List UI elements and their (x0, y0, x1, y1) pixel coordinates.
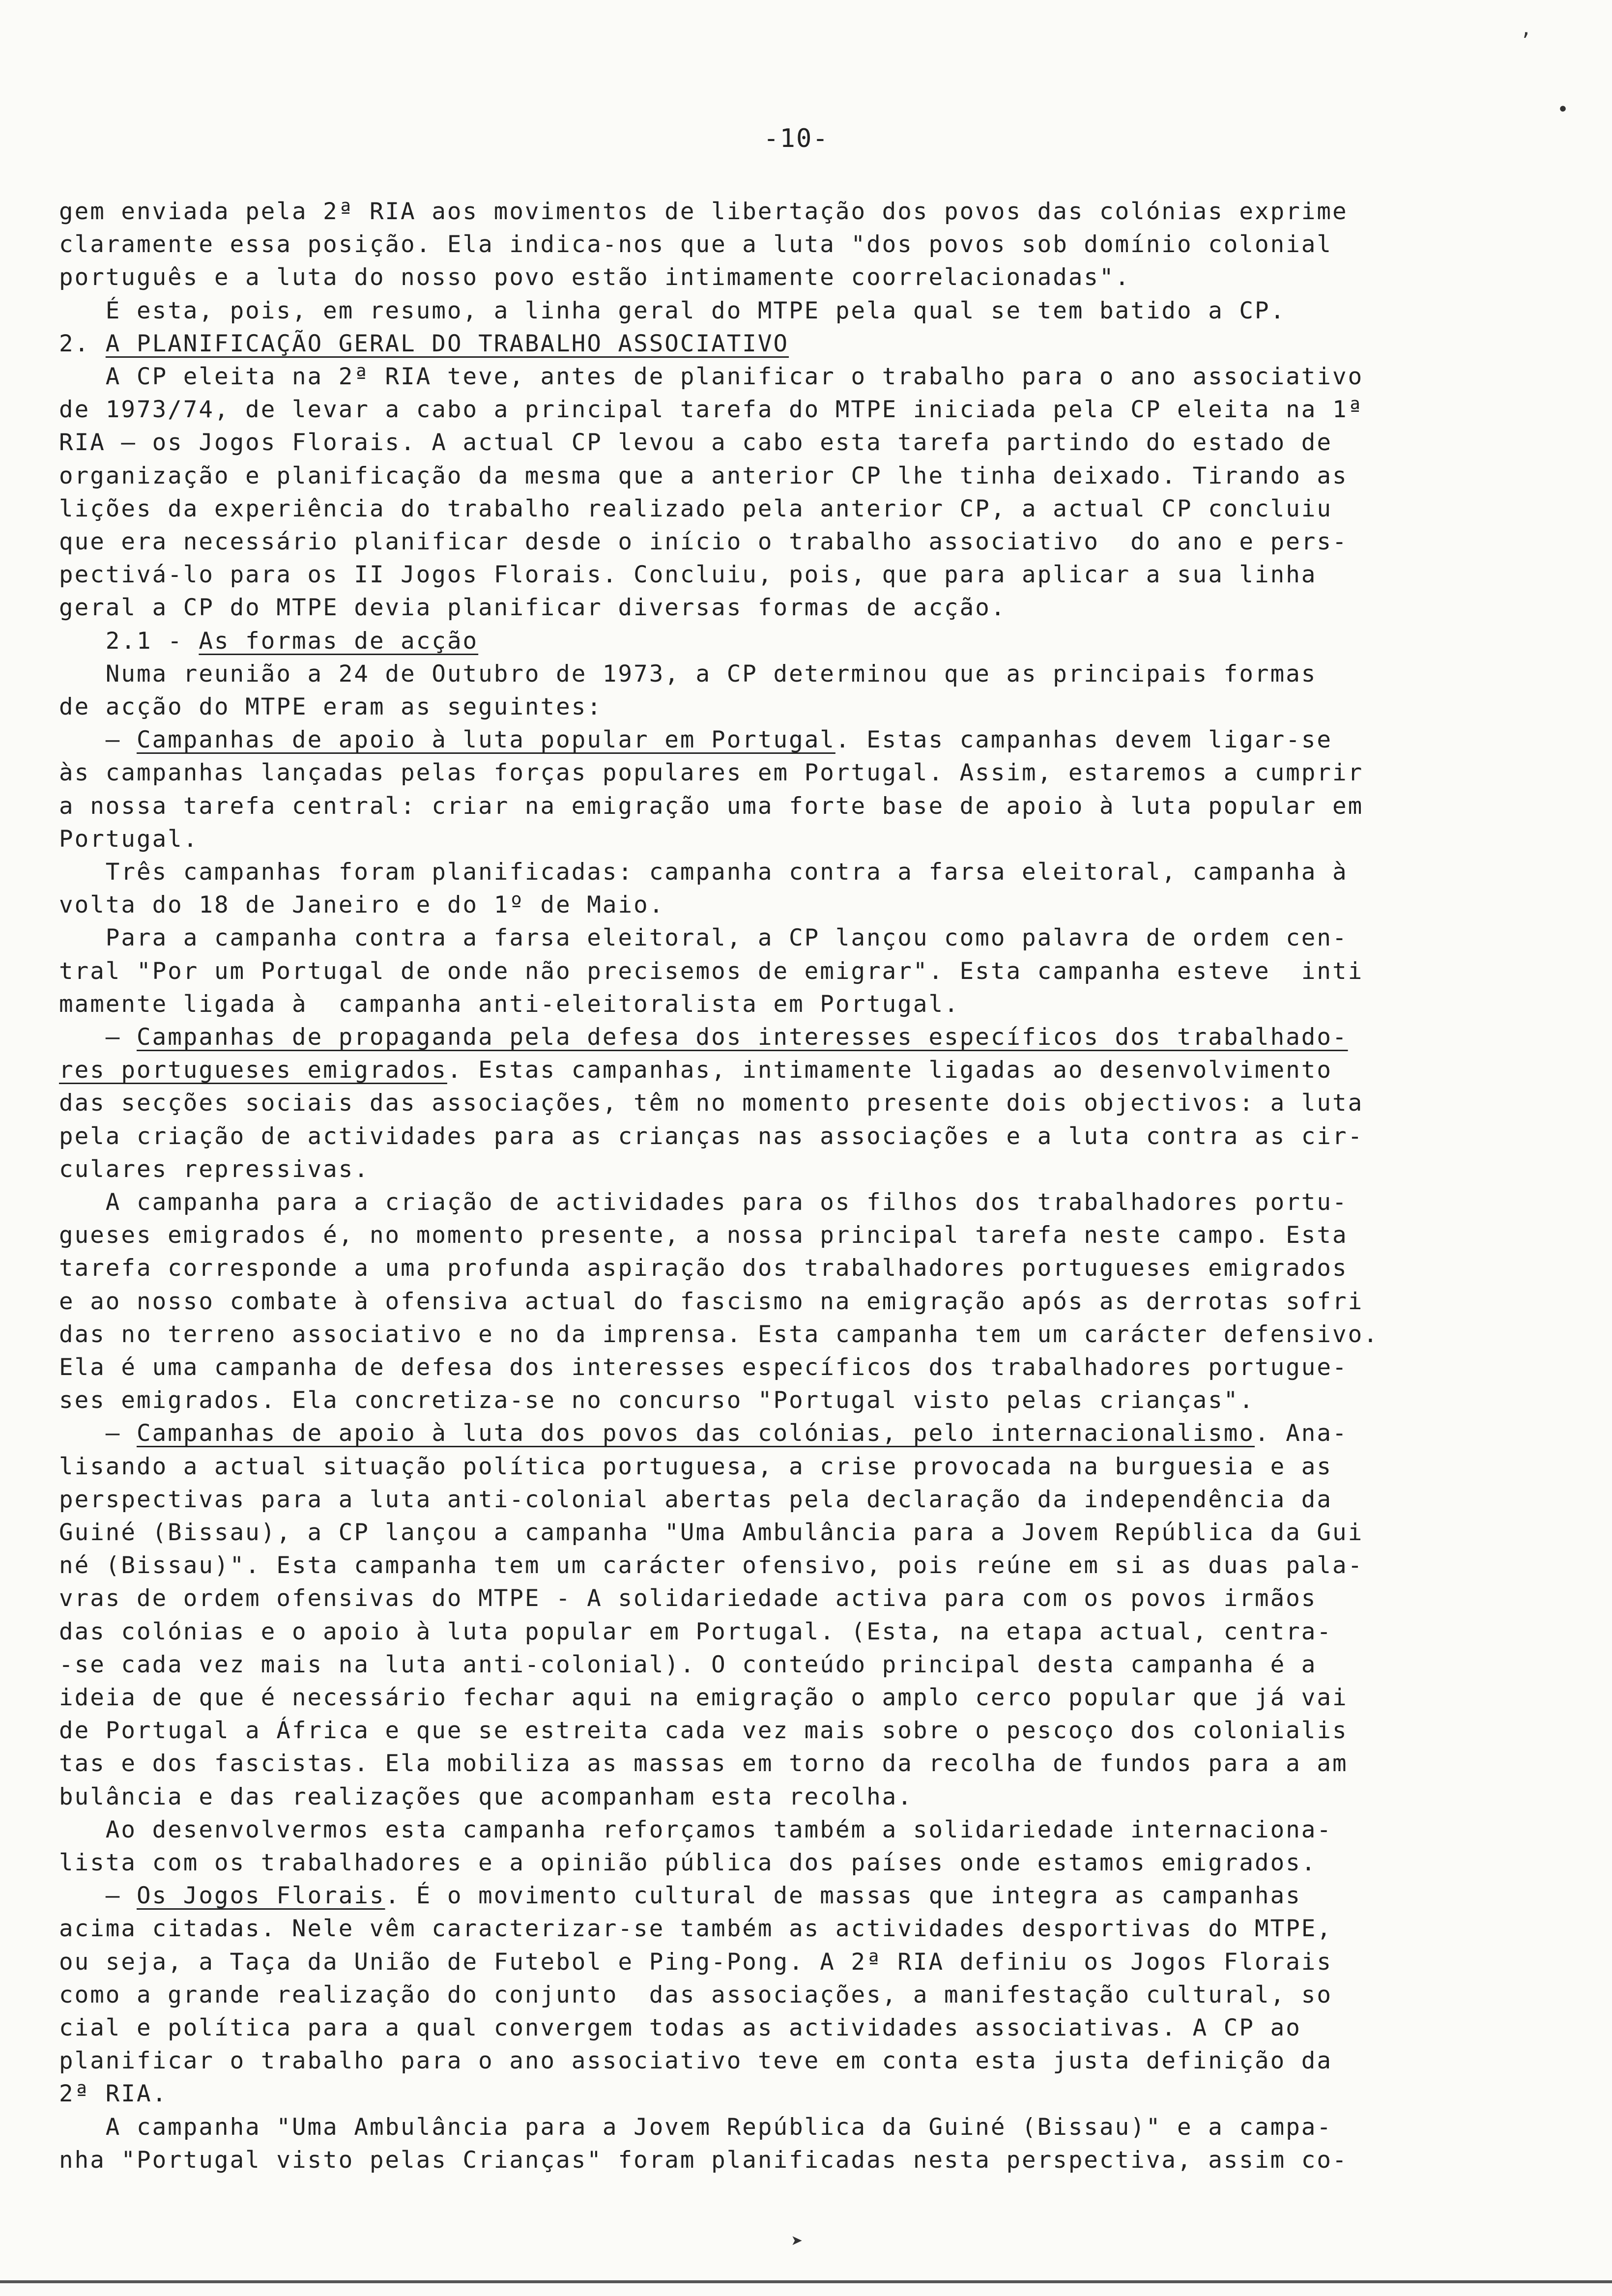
text-line (59, 1649, 1558, 1681)
text-line (59, 1979, 1558, 2011)
text-segment: Portugal. (59, 825, 199, 853)
text-segment: às campanhas lançadas pelas forças populares em Portugal. Assim, estaremos a cumprir (59, 759, 1364, 787)
scan-mark-right: • (1557, 98, 1569, 121)
text-segment: -se cada vez mais na luta anti-colonial). O conteúdo principal desta campanha é a (59, 1651, 1317, 1678)
text-segment: tas e dos fascistas. Ela mobiliza as massas em torno da recolha de fundos para a am (59, 1750, 1348, 1778)
text-segment: — (59, 726, 137, 754)
text-line (59, 1087, 1558, 1119)
text-segment: cial e política para a qual convergem todas as actividades associativas. A CP ao (59, 2014, 1301, 2041)
text-line (59, 757, 1558, 789)
text-line (59, 2045, 1558, 2077)
text-segment: É esta, pois, em resumo, a linha geral do MTPE pela qual se tem batido a CP. (59, 297, 1286, 324)
page-number: -10- (763, 124, 829, 153)
text-line (59, 1417, 1558, 1450)
text-line (59, 427, 1558, 459)
text-line (59, 1384, 1558, 1417)
text-segment: de acção do MTPE eram as seguintes: (59, 693, 603, 720)
text-line (59, 1946, 1558, 1979)
text-line (59, 559, 1558, 591)
text-line (59, 1781, 1558, 1813)
text-segment: Numa reunião a 24 de Outubro de 1973, a CP determinou que as principais formas (59, 660, 1317, 688)
text-line (59, 1582, 1558, 1615)
text-line (59, 1484, 1558, 1516)
text-segment: . Ana- (1255, 1420, 1348, 1447)
text-segment: como a grande realização do conjunto das associações, a manifestação cultural, so (59, 1981, 1332, 2009)
text-segment: pela criação de actividades para as crianças nas associações e a luta contra as cir- (59, 1122, 1364, 1150)
text-segment: das no terreno associativo e no da imprensa. Esta campanha tem um carácter defensivo. (59, 1320, 1379, 1348)
text-segment: — (59, 1420, 137, 1447)
text-line (59, 889, 1558, 921)
text-line (59, 229, 1558, 261)
text-segment: né (Bissau)". Esta campanha tem um carácter ofensivo, pois reúne em si as duas pala- (59, 1552, 1364, 1579)
text-segment: Ao desenvolvermos esta campanha reforçamos também a solidariedade internaciona- (59, 1816, 1332, 1843)
text-segment: RIA — os Jogos Florais. A actual CP levou a cabo esta tarefa partindo do estado de (59, 429, 1332, 457)
text-segment: gueses emigrados é, no momento presente, a nossa principal tarefa neste campo. Esta (59, 1222, 1348, 1249)
text-line (59, 1120, 1558, 1153)
text-line (59, 1021, 1558, 1054)
text-line (59, 1715, 1558, 1747)
text-line (59, 1913, 1558, 1945)
text-segment: — (59, 1024, 137, 1051)
underlined-heading-text: Campanhas de apoio à luta popular em Portugal (137, 726, 835, 754)
text-line (59, 856, 1558, 889)
underlined-heading-text: Campanhas de propaganda pela defesa dos interesses específicos dos trabalhado- (137, 1024, 1348, 1051)
text-segment: 2ª RIA. (59, 2080, 168, 2108)
text-line (59, 691, 1558, 723)
text-line (59, 1682, 1558, 1714)
text-line (59, 922, 1558, 954)
text-segment: pectivá-lo para os II Jogos Florais. Concluiu, pois, que para aplicar a sua linha (59, 561, 1317, 589)
text-line (59, 295, 1558, 327)
text-line (59, 1748, 1558, 1780)
text-segment: culares repressivas. (59, 1155, 370, 1183)
text-segment: — (59, 1882, 137, 1910)
text-segment: A campanha "Uma Ambulância para a Jovem República da Guiné (Bissau)" e a campa- (59, 2113, 1332, 2141)
text-segment: mamente ligada à campanha anti-eleitoralista em Portugal. (59, 990, 960, 1018)
text-line (59, 1550, 1558, 1582)
text-line (59, 2144, 1558, 2177)
text-segment: a nossa tarefa central: criar na emigração uma forte base de apoio à luta popular em (59, 792, 1364, 820)
text-line (59, 361, 1558, 393)
text-segment: Para a campanha contra a farsa eleitoral, a CP lançou como palavra de ordem cen- (59, 924, 1348, 952)
text-line (59, 196, 1558, 228)
text-segment: lições da experiência do trabalho realizado pela anterior CP, a actual CP concluiu (59, 495, 1332, 522)
text-segment: tarefa corresponde a uma profunda aspiração dos trabalhadores portugueses emigrados (59, 1255, 1348, 1282)
text-line (59, 988, 1558, 1021)
text-line (59, 1847, 1558, 1879)
text-line (59, 625, 1558, 658)
text-segment: geral a CP do MTPE devia planificar diversas formas de acção. (59, 594, 1007, 622)
text-segment: 2. (59, 330, 106, 357)
text-segment: A CP eleita na 2ª RIA teve, antes de planificar o trabalho para o ano associativo (59, 363, 1364, 390)
text-segment: das secções sociais das associações, têm no momento presente dois objectivos: a luta (59, 1090, 1364, 1117)
text-segment: perspectivas para a luta anti-colonial abertas pela declaração da independência da (59, 1486, 1332, 1513)
text-segment: Três campanhas foram planificadas: campanha contra a farsa eleitoral, campanha à (59, 859, 1348, 886)
text-segment: organização e planificação da mesma que a anterior CP lhe tinha deixado. Tirando as (59, 462, 1348, 489)
text-segment: das colónias e o apoio à luta popular em Portugal. (Esta, na etapa actual, centra- (59, 1618, 1332, 1645)
text-segment: planificar o trabalho para o ano associativo teve em conta esta justa definição da (59, 2047, 1332, 2075)
text-segment: tral "Por um Portugal de onde não precisemos de emigrar". Esta campanha esteve inti (59, 957, 1364, 985)
scan-mark-top: ’ (1520, 29, 1532, 52)
text-line (59, 493, 1558, 525)
scan-mark-bottom: ➤ (791, 2230, 804, 2253)
text-segment: nha "Portugal visto pelas Crianças" foram planificadas nesta perspectiva, assim co- (59, 2146, 1348, 2174)
bottom-rule (0, 2280, 1612, 2283)
text-line (59, 1319, 1558, 1351)
text-segment: . Estas campanhas, intimamente ligadas ao desenvolvimento (447, 1057, 1332, 1084)
text-segment: lista com os trabalhadores e a opinião pública dos países onde estamos emigrados. (59, 1849, 1317, 1876)
text-segment: vras de ordem ofensivas do MTPE - A solidariedade activa para com os povos irmãos (59, 1585, 1317, 1612)
text-line (59, 823, 1558, 856)
text-segment: A campanha para a criação de actividades para os filhos dos trabalhadores portu- (59, 1189, 1348, 1216)
underlined-heading-text: Campanhas de apoio à luta dos povos das colónias, pelo internacionalismo (137, 1420, 1255, 1447)
text-segment: ou seja, a Taça da União de Futebol e Ping-Pong. A 2ª RIA definiu os Jogos Florais (59, 1948, 1332, 1976)
text-segment: e ao nosso combate à ofensiva actual do fascismo na emigração após as derrotas sofri (59, 1288, 1364, 1315)
text-line (59, 790, 1558, 823)
text-line (59, 526, 1558, 558)
underlined-heading-text: Os Jogos Florais (137, 1882, 385, 1910)
text-line (59, 1219, 1558, 1252)
text-segment: ideia de que é necessário fechar aqui na emigração o amplo cerco popular que já vai (59, 1684, 1348, 1711)
text-segment: 2.1 - (59, 627, 199, 655)
text-segment: claramente essa posição. Ela indica-nos que a luta "dos povos sob domínio colonial (59, 231, 1332, 258)
text-line (59, 1451, 1558, 1483)
text-segment: ses emigrados. Ela concretiza-se no concurso "Portugal visto pelas crianças". (59, 1387, 1255, 1414)
text-line (59, 1616, 1558, 1648)
text-line (59, 658, 1558, 690)
text-segment: bulância e das realizações que acompanham esta recolha. (59, 1783, 913, 1810)
text-segment: de 1973/74, de levar a cabo a principal tarefa do MTPE iniciada pela CP eleita na 1ª (59, 396, 1364, 424)
text-segment: Guiné (Bissau), a CP lançou a campanha "Uma Ambulância para a Jovem República da Gui (59, 1519, 1364, 1546)
text-line (59, 328, 1558, 360)
text-line (59, 1814, 1558, 1846)
text-segment: . Estas campanhas devem ligar-se (835, 726, 1333, 754)
text-line (59, 1153, 1558, 1186)
text-line (59, 1351, 1558, 1384)
text-line (59, 1054, 1558, 1087)
text-segment: volta do 18 de Janeiro e do 1º de Maio. (59, 891, 665, 919)
text-segment: Ela é uma campanha de defesa dos interesses específicos dos trabalhadores portugue- (59, 1354, 1348, 1381)
text-line (59, 1517, 1558, 1549)
text-line (59, 592, 1558, 624)
text-segment: gem enviada pela 2ª RIA aos movimentos de libertação dos povos das colónias exprime (59, 198, 1348, 225)
text-segment: lisando a actual situação política portuguesa, a crise provocada na burguesia e as (59, 1453, 1332, 1480)
text-line (59, 2012, 1558, 2044)
text-segment: acima citadas. Nele vêm caracterizar-se também as actividades desportivas do MTPE, (59, 1915, 1332, 1943)
text-segment: português e a luta do nosso povo estão intimamente coorrelacionadas". (59, 264, 1131, 291)
text-line (59, 394, 1558, 426)
text-segment: que era necessário planificar desde o início o trabalho associativo do ano e pers- (59, 528, 1348, 555)
underlined-heading-text: A PLANIFICAÇÃO GERAL DO TRABALHO ASSOCIATIVO (105, 330, 789, 357)
underlined-heading-text: res portugueses emigrados (59, 1057, 447, 1084)
text-line (59, 2078, 1558, 2110)
text-segment: de Portugal a África e que se estreita cada vez mais sobre o pescoço dos colonialis (59, 1717, 1348, 1745)
underlined-heading-text: As formas de acção (199, 627, 479, 655)
text-line (59, 2111, 1558, 2144)
text-line (59, 460, 1558, 492)
text-line (59, 1880, 1558, 1912)
text-segment: . É o movimento cultural de massas que integra as campanhas (385, 1882, 1301, 1910)
text-line (59, 1186, 1558, 1219)
text-line (59, 955, 1558, 988)
text-line (59, 261, 1558, 294)
text-line (59, 724, 1558, 756)
text-line (59, 1286, 1558, 1318)
text-line (59, 1252, 1558, 1285)
